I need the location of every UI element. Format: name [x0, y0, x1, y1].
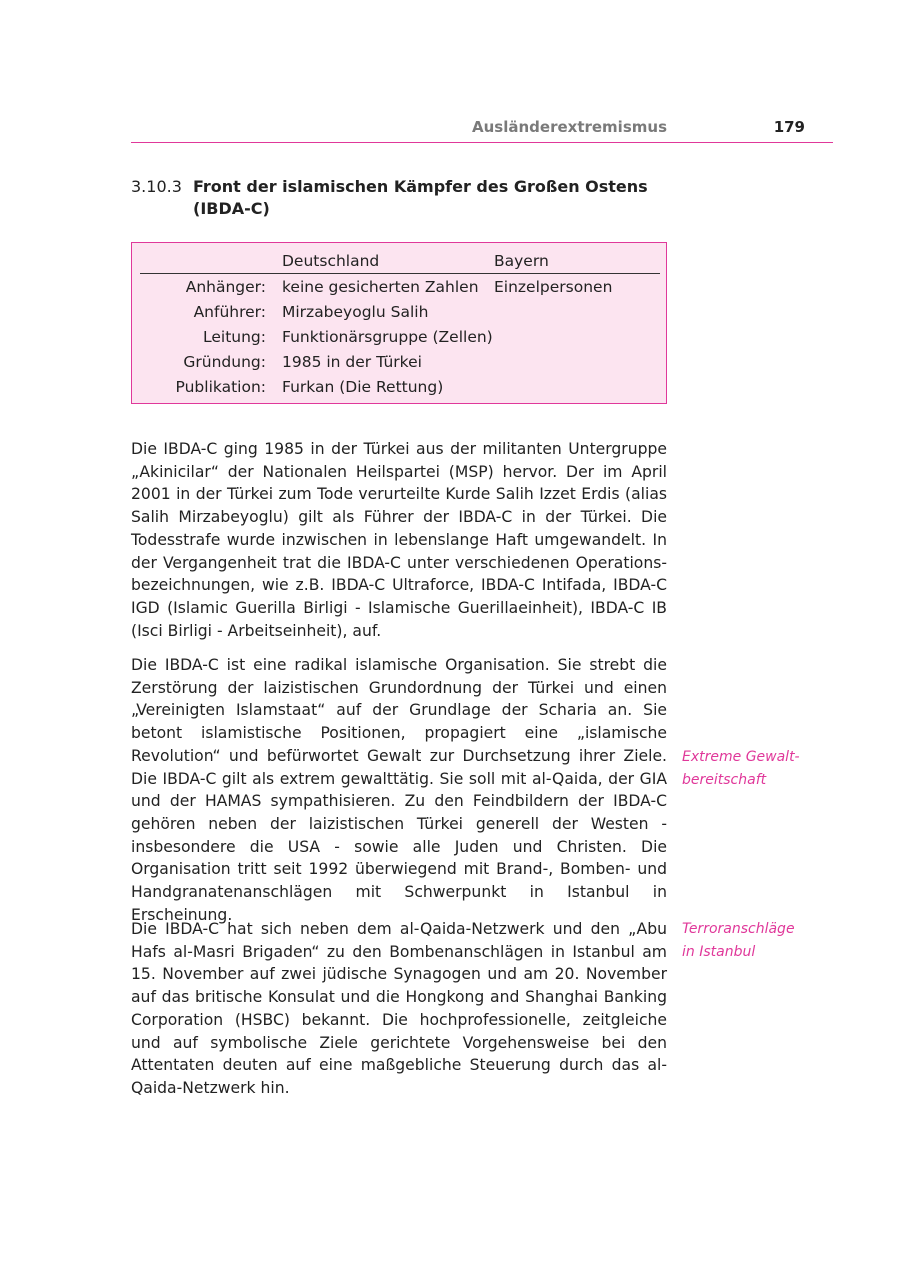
fact-value-deutschland: keine gesicherten Zahlen — [282, 277, 479, 296]
column-header-deutschland: Deutschland — [282, 249, 494, 274]
fact-label: Leitung: — [203, 327, 266, 346]
margin-note-gewaltbereitschaft — [682, 746, 832, 791]
fact-row-anhaenger — [140, 274, 660, 300]
margin-note-line: Extreme Gewalt- — [682, 749, 800, 765]
running-header — [131, 116, 833, 143]
fact-value-deutschland: 1985 in der Türkei — [282, 352, 422, 371]
fact-value-deutschland: Furkan (Die Rettung) — [282, 377, 444, 396]
fact-label: Gründung: — [183, 352, 266, 371]
fact-table-header-row — [140, 249, 660, 274]
fact-row-anfuehrer — [140, 299, 660, 324]
fact-label: Anführer: — [193, 302, 266, 321]
fact-label: Publikation: — [175, 377, 266, 396]
fact-table — [140, 249, 660, 399]
body-paragraph-1: Die IBDA-C ging 1985 in der Türkei aus der militanten Untergruppe „Akinicilar“ der Nationalen Heilspartei (MSP) hervor. Der im April 2001 in der Türkei zum Tode verurteilte Kurde Salih Izzet Erdis (alias Salih Mirzabeyoglu) gilt als Führer der IBDA-C in der Türkei. Die Todesstrafe wurde inzwischen in lebenslange Haft umgewandelt. In der Vergangenheit trat die IBDA-C unter verschiedenen Operationsbezeichnungen, wie z.B. IBDA-C Ultraforce, IBDA-C Intifada, IBDA-C IGD (Islamic Guerilla Birligi - Islamische Guerillaeinheit), IBDA-C IB (Isci Birligi - Arbeitseinheit), auf. — [131, 440, 667, 640]
margin-note-line: in Istanbul — [682, 943, 756, 960]
section-title-line-2: (IBDA-C) — [193, 199, 270, 218]
fact-value-bayern — [494, 299, 660, 324]
fact-row-leitung — [140, 324, 660, 349]
fact-value-bayern — [494, 374, 660, 399]
margin-note-terroranschlaege — [682, 918, 832, 963]
fact-value-bayern — [494, 349, 660, 374]
fact-value-bayern: Einzelpersonen — [494, 277, 613, 296]
fact-value-deutschland: Mirzabeyoglu Salih — [282, 302, 429, 321]
fact-table-corner — [140, 249, 282, 274]
body-paragraph-2: Die IBDA-C ist eine radikal islamische Organisation. Sie strebt die Zerstörung der laizistischen Grundordnung der Türkei und einen „Vereinigten Islamstaat“ auf der Grundlage der Scharia an. Sie betont islamistische Positionen, propagiert eine „islamische Revolution“ und befürwortet Gewalt zur Durchsetzung ihrer Ziele. Die IBDA-C gilt als extrem gewalttätig. Sie soll mit al-Qaida, der GIA und der HAMAS sympathisieren. Zu den Feindbildern der IBDA-C gehören neben der laizistischen Türkei generell der Westen - insbesondere die USA - sowie alle Juden und Christen. Die Organisation tritt seit 1992 überwiegend mit Brand-, Bomben- und Handgranatenanschlägen mit Schwerpunkt in Istanbul in Erscheinung. — [131, 656, 667, 924]
section-title — [193, 176, 693, 220]
margin-note-line: Terroranschläge — [682, 921, 795, 937]
fact-value-deutschland: Funktionärsgruppe (Zellen) — [282, 327, 493, 346]
body-paragraph-3: Die IBDA-C hat sich neben dem al-Qaida-Netzwerk und den „Abu Hafs al-Masri Brigaden“ zu den Bombenanschlägen in Istanbul am 15. November auf zwei jüdische Synagogen und am 20. November auf das britische Konsulat und die Hongkong and Shanghai Banking Corporation (HSBC) bekannt. Die hochprofessionelle, zeitgleiche und auf symbolische Ziele gerichtete Vorgehensweise bei den Attentaten deuten auf eine maßgebliche Steuerung durch das al-Qaida-Netzwerk hin. — [131, 920, 667, 1097]
margin-note-line: bereitschaft — [682, 771, 767, 788]
column-header-bayern: Bayern — [494, 249, 660, 274]
running-title: Ausländerextremismus — [472, 118, 667, 136]
page-number: 179 — [773, 118, 805, 136]
section-number: 3.10.3 — [131, 177, 182, 196]
section-title-line-1: Front der islamischen Kämpfer des Großen Ostens — [193, 177, 648, 196]
fact-box — [131, 242, 667, 404]
fact-value-bayern — [494, 324, 660, 349]
fact-row-publikation — [140, 374, 660, 399]
fact-row-gruendung — [140, 349, 660, 374]
fact-label: Anhänger: — [185, 277, 266, 296]
